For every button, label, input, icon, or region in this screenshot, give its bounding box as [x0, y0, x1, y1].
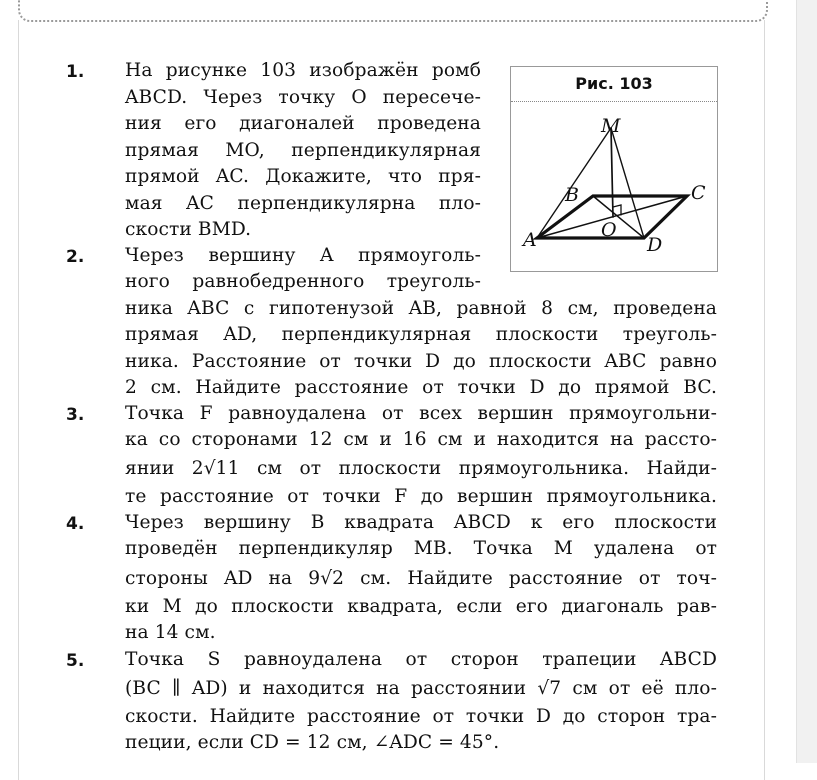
problem-2-line: 2 см. Найдите расстояние от точки D до прямой BC.: [125, 377, 717, 398]
problem-2-line: ника ABC с гипотенузой AB, равной 8 см, проведена: [125, 298, 717, 319]
label-d: D: [647, 234, 663, 256]
problem-4-line: проведён перпендикуляр MB. Точка M удалена от: [125, 538, 717, 559]
problem-5-line: Точка S равноудалена от сторон трапеции ABCD: [125, 649, 717, 670]
line-mo: [611, 128, 613, 217]
problem-4-line: ки M до плоскости квадрата, если его диагональ рав-: [125, 596, 717, 617]
problem-2-line: Через вершину A прямоуголь-: [125, 245, 481, 266]
problem-3-line: ка со сторонами 12 см и 16 см и находится на рассто-: [125, 429, 717, 450]
label-b: B: [565, 184, 579, 206]
figure-caption: Рис. 103: [511, 67, 717, 102]
problem-4-line: Через вершину B квадрата ABCD к его плоскости: [125, 512, 717, 533]
problem-4-line: стороны AD на 9√2 см. Найдите расстояние от точ-: [125, 568, 717, 589]
problem-3-number: 3.: [66, 405, 85, 425]
problem-5-line: скости. Найдите расстояние от точки D до сторон тра-: [125, 706, 717, 727]
problem-3-line: Точка F равноудалена от всех вершин прямоугольни-: [125, 403, 717, 424]
problem-4-number: 4.: [66, 514, 85, 534]
problem-1-line: прямой AC. Докажите, что пря-: [125, 166, 481, 187]
label-c: C: [691, 182, 706, 204]
problem-5-line: пеции, если CD = 12 см, ∠ADC = 45°.: [125, 732, 500, 753]
problem-3-line: янии 2√11 см от плоскости прямоугольника. Найди-: [125, 458, 717, 479]
problem-1-line: прямая MO, перпендикулярная: [125, 140, 481, 161]
problem-2-number: 2.: [66, 247, 85, 267]
scrollbar-track[interactable]: [796, 0, 817, 763]
label-o: O: [601, 219, 617, 241]
problem-3-line: те расстояние от точки F до вершин прямоугольника.: [125, 486, 717, 507]
figure-103: [510, 66, 718, 272]
line-ma: [537, 128, 611, 238]
problem-1-line: ния его диагоналей проведена: [125, 113, 481, 134]
problem-1-line: скости BMD.: [125, 219, 252, 240]
problem-4-line: на 14 см.: [125, 622, 216, 643]
problem-5-line: (BC ∥ AD) и находится на расстоянии √7 см от её пло-: [125, 678, 717, 699]
label-m: M: [601, 115, 621, 137]
problem-2-line: ного равнобедренного треуголь-: [125, 271, 481, 292]
label-a: A: [523, 229, 537, 251]
rhombus-diagram: [511, 102, 717, 270]
problem-5-number: 5.: [66, 651, 85, 671]
problem-1-line: ABCD. Через точку O пересече-: [125, 87, 481, 108]
problem-1-line: мая AC перпендикулярна пло-: [125, 193, 481, 214]
problem-2-line: ника. Расстояние от точки D до плоскости ABC равно: [125, 351, 717, 372]
problem-1-line: На рисунке 103 изображён ромб: [125, 60, 481, 81]
problem-2-line: прямая AD, перпендикулярная плоскости треуголь-: [125, 324, 717, 345]
problem-1-number: 1.: [66, 62, 85, 82]
page-top-border: [18, 0, 768, 22]
